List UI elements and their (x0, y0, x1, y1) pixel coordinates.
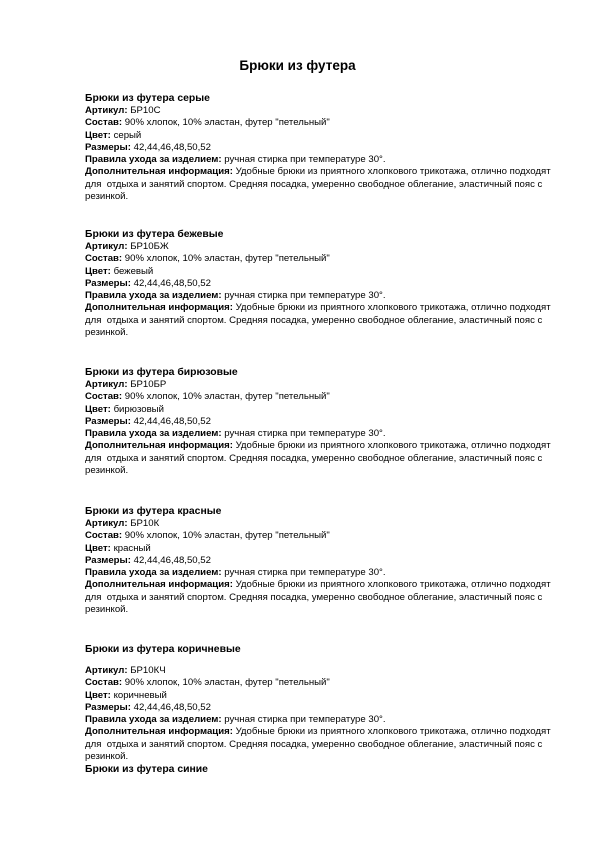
article-value: БР10БР (130, 379, 167, 390)
product-title: Брюки из футера бежевые (85, 229, 224, 240)
color-label: Цвет: (85, 265, 111, 277)
article-value: БР10КЧ (130, 665, 166, 676)
color-field (85, 690, 565, 702)
sizes-value: 42,44,46,48,50,52 (133, 701, 211, 713)
color-value: серый (113, 129, 142, 141)
care-label: Правила ухода за изделием: (85, 714, 222, 726)
color-label: Цвет: (85, 129, 111, 141)
color-value: коричневый (113, 689, 167, 701)
composition-label: Состав: (85, 253, 123, 265)
product-block-red (85, 505, 565, 616)
care-value: ручная стирка при температуре 30°. (224, 714, 386, 726)
info-label: Дополнительная информация: (85, 166, 233, 178)
article-field (85, 379, 565, 391)
composition-field (85, 530, 565, 542)
info-label: Дополнительная информация: (85, 440, 233, 452)
sizes-field (85, 555, 565, 567)
sizes-label: Размеры: (85, 415, 131, 427)
composition-value: 90% хлопок, 10% эластан, футер "петельный" (124, 117, 330, 129)
article-value: БР10К (130, 518, 160, 529)
info-label: Дополнительная информация: (85, 302, 233, 314)
sizes-label: Размеры: (85, 554, 131, 566)
product-block-brown (85, 643, 565, 776)
article-label: Артикул: (85, 518, 128, 529)
composition-label: Состав: (85, 117, 123, 129)
composition-field (85, 117, 565, 129)
composition-label: Состав: (85, 677, 123, 689)
care-value: ручная стирка при температуре 30°. (224, 428, 386, 440)
care-label: Правила ухода за изделием: (85, 567, 222, 579)
product-block-turquoise (85, 366, 565, 477)
care-field (85, 714, 565, 726)
sizes-label: Размеры: (85, 701, 131, 713)
product-block-grey (85, 92, 565, 203)
sizes-label: Размеры: (85, 141, 131, 153)
composition-value: 90% хлопок, 10% эластан, футер "петельный" (124, 530, 330, 542)
care-value: ручная стирка при температуре 30°. (224, 154, 386, 166)
composition-value: 90% хлопок, 10% эластан, футер "петельный" (124, 677, 330, 689)
article-field (85, 518, 565, 530)
info-field (85, 440, 565, 477)
article-field (85, 241, 565, 253)
sizes-field (85, 142, 565, 154)
care-label: Правила ухода за изделием: (85, 428, 222, 440)
product-title: Брюки из футера бирюзовые (85, 367, 238, 378)
color-field (85, 130, 565, 142)
info-field (85, 302, 565, 339)
article-label: Артикул: (85, 241, 128, 252)
color-label: Цвет: (85, 403, 111, 415)
product-title: Брюки из футера серые (85, 93, 210, 104)
sizes-field (85, 278, 565, 290)
sizes-value: 42,44,46,48,50,52 (133, 141, 211, 153)
info-label: Дополнительная информация: (85, 579, 233, 591)
care-label: Правила ухода за изделием: (85, 290, 222, 302)
composition-field (85, 677, 565, 689)
color-field (85, 266, 565, 278)
color-label: Цвет: (85, 542, 111, 554)
article-value: БР10С (130, 105, 161, 116)
composition-label: Состав: (85, 391, 123, 403)
info-value: Удобные брюки из приятного хлопкового трикотажа, отлично подходят для отдыха и занятий спортом. Средняя посадка, умеренно свободное облегание, эластичный пояс с резинкой. (85, 726, 554, 763)
care-field (85, 428, 565, 440)
composition-label: Состав: (85, 530, 123, 542)
care-field (85, 567, 565, 579)
sizes-field (85, 702, 565, 714)
sizes-label: Размеры: (85, 277, 131, 289)
info-field (85, 726, 565, 763)
care-field (85, 290, 565, 302)
article-label: Артикул: (85, 105, 128, 116)
color-value: красный (113, 542, 151, 554)
composition-field (85, 253, 565, 265)
article-value: БР10БЖ (130, 241, 169, 252)
info-value: Удобные брюки из приятного хлопкового трикотажа, отлично подходят для отдыха и занятий спортом. Средняя посадка, умеренно свободное облегание, эластичный пояс с резинкой. (85, 302, 554, 339)
sizes-value: 42,44,46,48,50,52 (133, 415, 211, 427)
color-field (85, 404, 565, 416)
care-field (85, 154, 565, 166)
product-title: Брюки из футера коричневые (85, 644, 241, 655)
product-block-beige (85, 228, 565, 339)
article-field (85, 665, 565, 677)
sizes-value: 42,44,46,48,50,52 (133, 554, 211, 566)
info-value: Удобные брюки из приятного хлопкового трикотажа, отлично подходят для отдыха и занятий спортом. Средняя посадка, умеренно свободное облегание, эластичный пояс с резинкой. (85, 440, 554, 477)
info-field (85, 166, 565, 203)
color-value: бежевый (113, 265, 154, 277)
composition-value: 90% хлопок, 10% эластан, футер "петельный" (124, 253, 330, 265)
care-value: ручная стирка при температуре 30°. (224, 567, 386, 579)
color-field (85, 543, 565, 555)
care-label: Правила ухода за изделием: (85, 154, 222, 166)
product-title: Брюки из футера красные (85, 506, 222, 517)
info-value: Удобные брюки из приятного хлопкового трикотажа, отлично подходят для отдыха и занятий спортом. Средняя посадка, умеренно свободное облегание, эластичный пояс с резинкой. (85, 166, 554, 203)
composition-field (85, 391, 565, 403)
care-value: ручная стирка при температуре 30°. (224, 290, 386, 302)
sizes-field (85, 416, 565, 428)
article-label: Артикул: (85, 379, 128, 390)
info-field (85, 579, 565, 616)
color-label: Цвет: (85, 689, 111, 701)
sizes-value: 42,44,46,48,50,52 (133, 277, 211, 289)
info-value: Удобные брюки из приятного хлопкового трикотажа, отлично подходят для отдыха и занятий спортом. Средняя посадка, умеренно свободное облегание, эластичный пояс с резинкой. (85, 579, 554, 616)
article-label: Артикул: (85, 665, 128, 676)
article-field (85, 105, 565, 117)
product-title-blue: Брюки из футера синие (85, 764, 208, 776)
page-title: Брюки из футера (239, 58, 356, 73)
composition-value: 90% хлопок, 10% эластан, футер "петельный" (124, 391, 330, 403)
info-label: Дополнительная информация: (85, 726, 233, 738)
color-value: бирюзовый (113, 403, 164, 415)
